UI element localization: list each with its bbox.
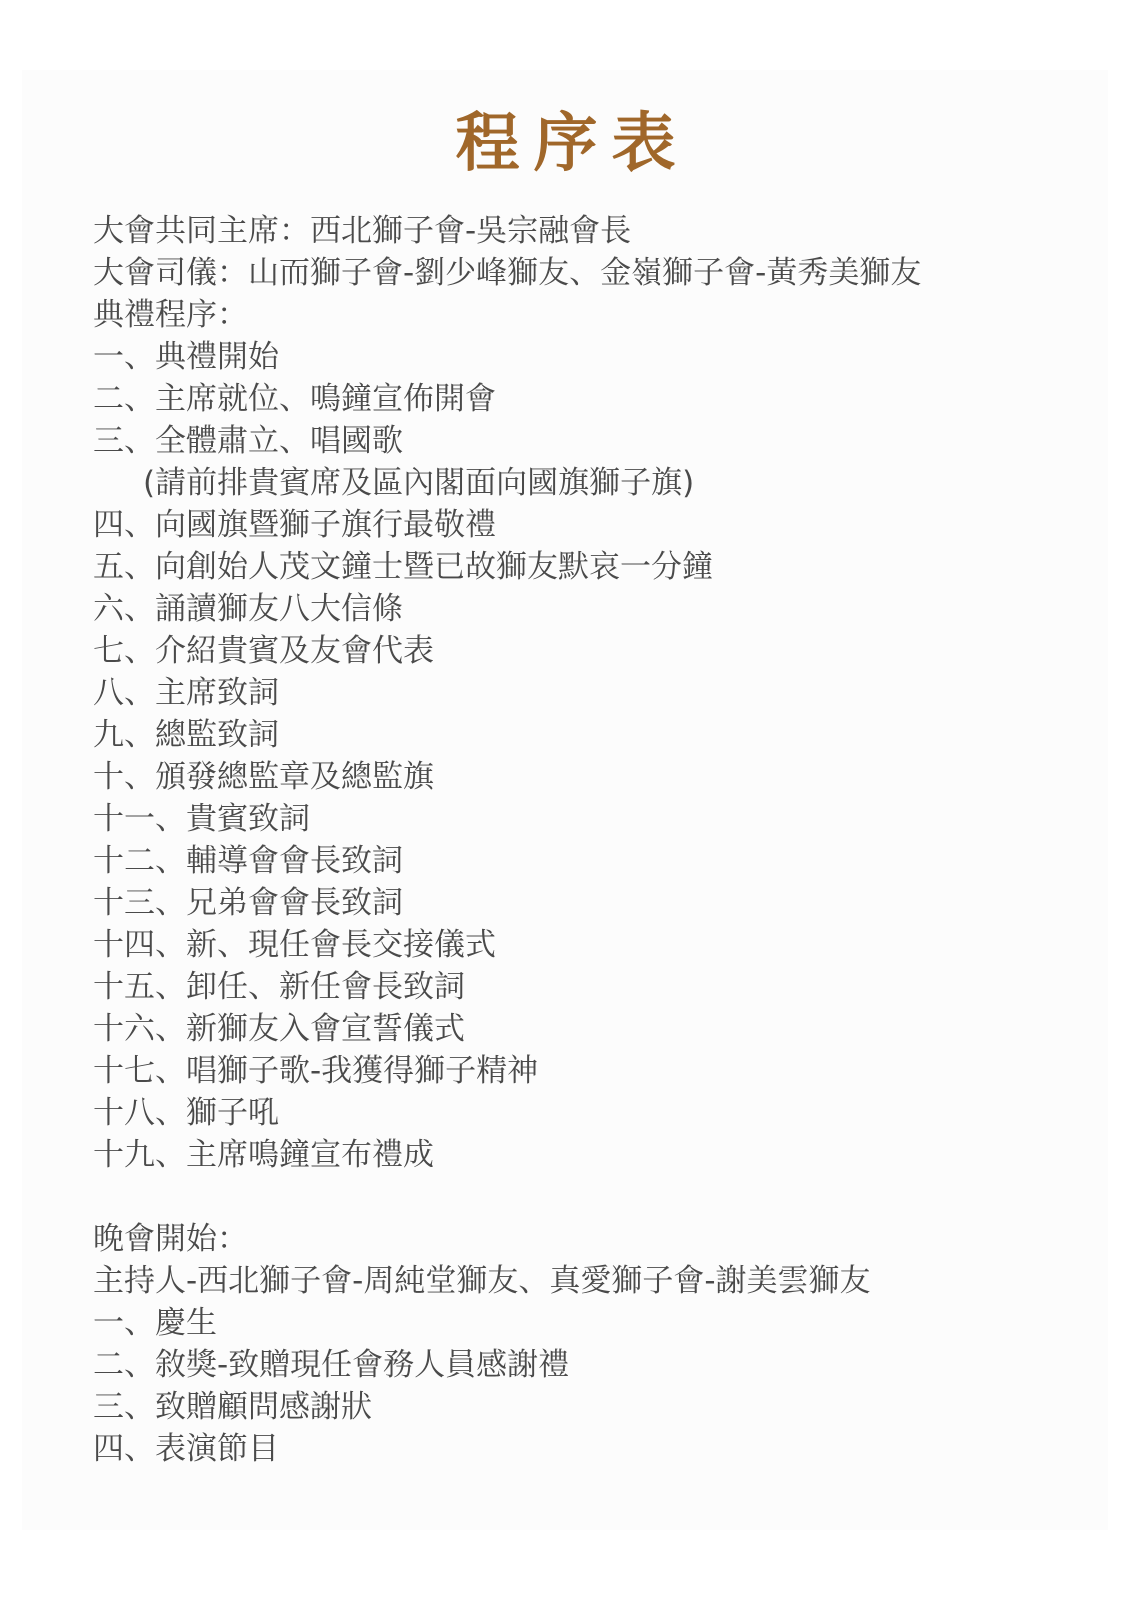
ceremony-item: 六、誦讀獅友八大信條 — [93, 591, 403, 627]
evening-item: 二、敘獎-致贈現任會務人員感謝禮 — [93, 1347, 570, 1383]
ceremony-item: 一、典禮開始 — [93, 339, 279, 375]
ceremony-item: 五、向創始人茂文鐘士暨已故獅友默哀一分鐘 — [93, 549, 713, 585]
ceremony-item: 二、主席就位、鳴鐘宣佈開會 — [93, 381, 496, 417]
ceremony-item: 十一、貴賓致詞 — [93, 801, 310, 837]
ceremony-item: 七、介紹貴賓及友會代表 — [93, 633, 434, 669]
emcee-line: 大會司儀：山而獅子會-劉少峰獅友、金嶺獅子會-黃秀美獅友 — [93, 255, 922, 291]
ceremony-item: 十四、新、現任會長交接儀式 — [93, 927, 496, 963]
ceremony-item: 三、全體肅立、唱國歌 — [93, 423, 403, 459]
ceremony-heading: 典禮程序： — [93, 297, 248, 333]
ceremony-item: 八、主席致詞 — [93, 675, 279, 711]
ceremony-item: 四、向國旗暨獅子旗行最敬禮 — [93, 507, 496, 543]
evening-item: 三、致贈顧問感謝狀 — [93, 1389, 372, 1425]
evening-host-line: 主持人-西北獅子會-周純堂獅友、真愛獅子會-謝美雲獅友 — [93, 1263, 871, 1299]
chair-line: 大會共同主席：西北獅子會-吳宗融會長 — [93, 213, 632, 249]
ceremony-item: 十九、主席鳴鐘宣布禮成 — [93, 1137, 434, 1173]
ceremony-item: 九、總監致詞 — [93, 717, 279, 753]
ceremony-note: (請前排貴賓席及區內閣面向國旗獅子旗) — [143, 465, 695, 501]
ceremony-item: 十五、卸任、新任會長致詞 — [93, 969, 465, 1005]
evening-heading: 晚會開始： — [93, 1221, 248, 1257]
ceremony-item: 十、頒發總監章及總監旗 — [93, 759, 434, 795]
ceremony-item: 十二、輔導會會長致詞 — [93, 843, 403, 879]
ceremony-item: 十八、獅子吼 — [93, 1095, 279, 1131]
page-title: 程序表 — [455, 106, 690, 181]
ceremony-item: 十七、唱獅子歌-我獲得獅子精神 — [93, 1053, 539, 1089]
ceremony-item: 十三、兄弟會會長致詞 — [93, 885, 403, 921]
evening-item: 一、慶生 — [93, 1305, 217, 1341]
ceremony-item: 十六、新獅友入會宣誓儀式 — [93, 1011, 465, 1047]
section-spacer — [93, 1176, 1091, 1218]
program-content — [93, 210, 1091, 1470]
evening-item: 四、表演節目 — [93, 1431, 279, 1467]
